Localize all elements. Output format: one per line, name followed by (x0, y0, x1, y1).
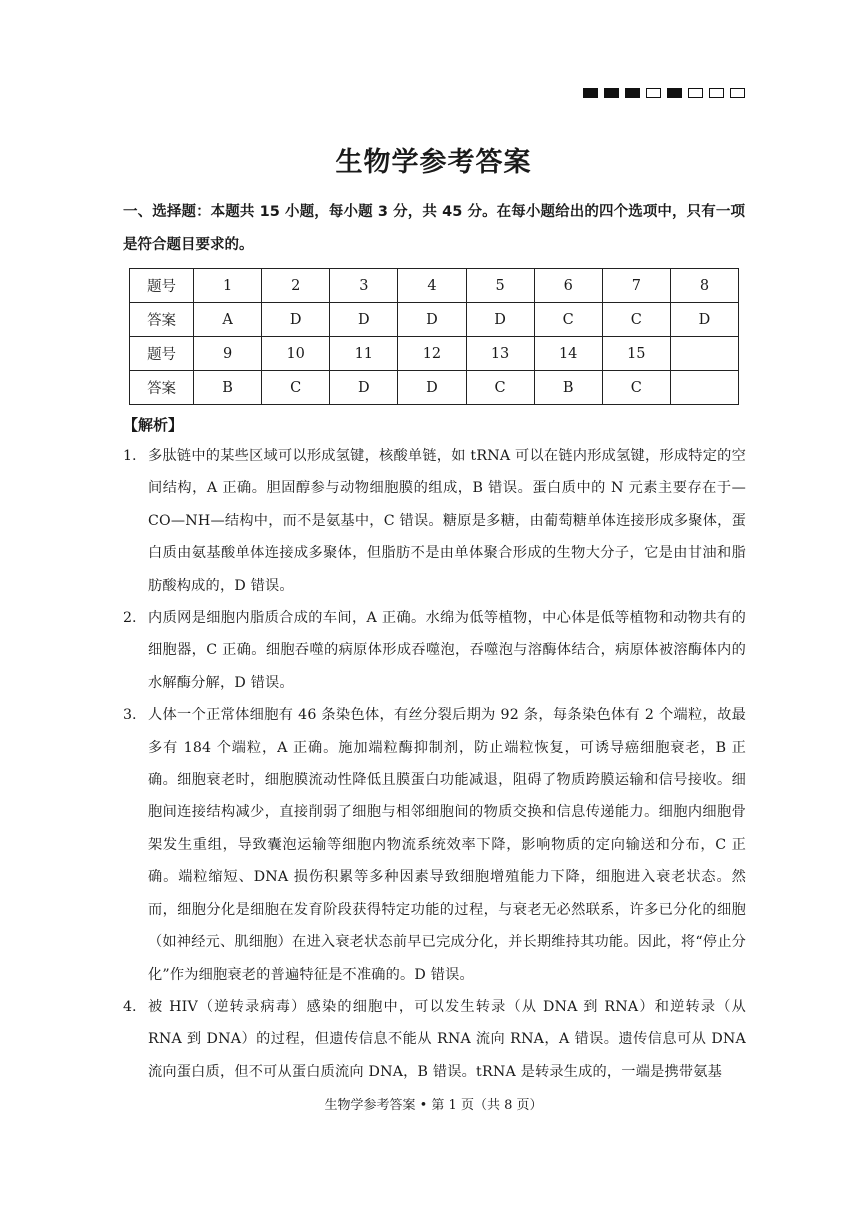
item-text: 多肽链中的某些区域可以形成氢键，核酸单链，如 tRNA 可以在链内形成氢键，形成特定的空间结构，A 正确。胆固醇参与动物细胞膜的组成，B 错误。蛋白质中的 N 元素主要存在于—CO—NH—结构中，而不是氨基中，C 错误。糖原是多糖，由葡萄糖单体连接形成多聚体，蛋白质由氨基酸单体连接成多聚体，但脂肪不是由单体聚合形成的生物大分子，它是由甘油和脂肪酸构成的，D 错误。 (148, 448, 746, 594)
item-text: 内质网是细胞内脂质合成的车间，A 正确。水绵为低等植物，中心体是低等植物和动物共有的细胞器，C 正确。细胞吞噬的病原体形成吞噬泡，吞噬泡与溶酶体结合，病原体被溶酶体内的水解酶分解，D 错误。 (148, 610, 746, 691)
analysis-item (123, 699, 746, 991)
page-title: 生物学参考答案 (335, 147, 532, 178)
item-number: 3. (123, 707, 137, 724)
header-mark (730, 88, 745, 98)
table-cell: 1 (194, 269, 262, 303)
header-mark (583, 88, 598, 98)
row-label: 题号 (130, 337, 194, 371)
table-row (130, 371, 739, 405)
section-heading: 一、选择题：本题共 15 小题，每小题 3 分，共 45 分。在每小题给出的四个选项中，只有一项是符合题目要求的。 (123, 204, 745, 253)
table-cell: 9 (194, 337, 262, 371)
table-cell: 12 (398, 337, 466, 371)
header-mark (625, 88, 640, 98)
table-cell: D (330, 303, 398, 337)
header-mark (667, 88, 682, 98)
row-label: 题号 (130, 269, 194, 303)
table-cell: C (262, 371, 330, 405)
item-text: 人体一个正常体细胞有 46 条染色体，有丝分裂后期为 92 条，每条染色体有 2 个端粒，故最多有 184 个端粒，A 正确。施加端粒酶抑制剂，防止端粒恢复，可诱导癌细胞衰老，B 正确。细胞衰老时，细胞膜流动性降低且膜蛋白功能减退，阻碍了物质跨膜运输和信号接收。细胞间连接结构减少，直接削弱了细胞与相邻细胞间的物质交换和信息传递能力。细胞内细胞骨架发生重组，导致囊泡运输等细胞内物流系统效率下降，影响物质的定向输送和分布，C 正确。端粒缩短、DNA 损伤积累等多种因素导致细胞增殖能力下降，细胞进入衰老状态。然而，细胞分化是细胞在发育阶段获得特定功能的过程，与衰老无必然联系，许多已分化的细胞（如神经元、肌细胞）在进入衰老状态前早已完成分化，并长期维持其功能。因此，将“停止分化”作为细胞衰老的普遍特征是不准确的。D 错误。 (148, 707, 746, 983)
table-cell: C (602, 371, 670, 405)
table-cell (670, 337, 738, 371)
table-cell: 4 (398, 269, 466, 303)
table-row (130, 269, 739, 303)
table-cell: D (330, 371, 398, 405)
table-cell: C (534, 303, 602, 337)
table-row (130, 303, 739, 337)
row-label: 答案 (130, 303, 194, 337)
table-cell: 7 (602, 269, 670, 303)
table-cell: 14 (534, 337, 602, 371)
analysis-item (123, 602, 746, 699)
header-mark (688, 88, 703, 98)
table-cell: 13 (466, 337, 534, 371)
header-mark (646, 88, 661, 98)
page-footer: 生物学参考答案 • 第 1 页（共 8 页） (324, 1098, 543, 1113)
table-cell: 15 (602, 337, 670, 371)
table-cell: D (262, 303, 330, 337)
table-cell: C (602, 303, 670, 337)
table-cell: A (194, 303, 262, 337)
table-cell: 3 (330, 269, 398, 303)
table-cell (670, 371, 738, 405)
answer-table (129, 268, 739, 405)
table-cell: D (466, 303, 534, 337)
header-mark (709, 88, 724, 98)
header-marks (583, 88, 745, 98)
table-cell: 11 (330, 337, 398, 371)
analysis-item (123, 991, 746, 1088)
table-cell: D (670, 303, 738, 337)
table-cell: D (398, 371, 466, 405)
table-cell: 10 (262, 337, 330, 371)
header-mark (604, 88, 619, 98)
table-cell: 8 (670, 269, 738, 303)
analysis-list (123, 440, 746, 1088)
item-number: 4. (123, 998, 137, 1015)
table-cell: B (194, 371, 262, 405)
table-cell: 6 (534, 269, 602, 303)
table-cell: D (398, 303, 466, 337)
table-cell: B (534, 371, 602, 405)
table-cell: C (466, 371, 534, 405)
item-number: 1. (123, 448, 137, 464)
item-number: 2. (123, 610, 137, 627)
analysis-item (123, 440, 746, 602)
item-text: 被 HIV（逆转录病毒）感染的细胞中，可以发生转录（从 DNA 到 RNA）和逆转录（从 RNA 到 DNA）的过程，但遗传信息不能从 RNA 流向 RNA，A 错误。遗传信息可从 DNA 流向蛋白质，但不可从蛋白质流向 DNA，B 错误。tRNA 是转录生成的，一端是携带氨基 (148, 998, 746, 1080)
table-row (130, 337, 739, 371)
analysis-label: 【解析】 (123, 416, 184, 434)
row-label: 答案 (130, 371, 194, 405)
table-cell: 2 (262, 269, 330, 303)
table-cell: 5 (466, 269, 534, 303)
